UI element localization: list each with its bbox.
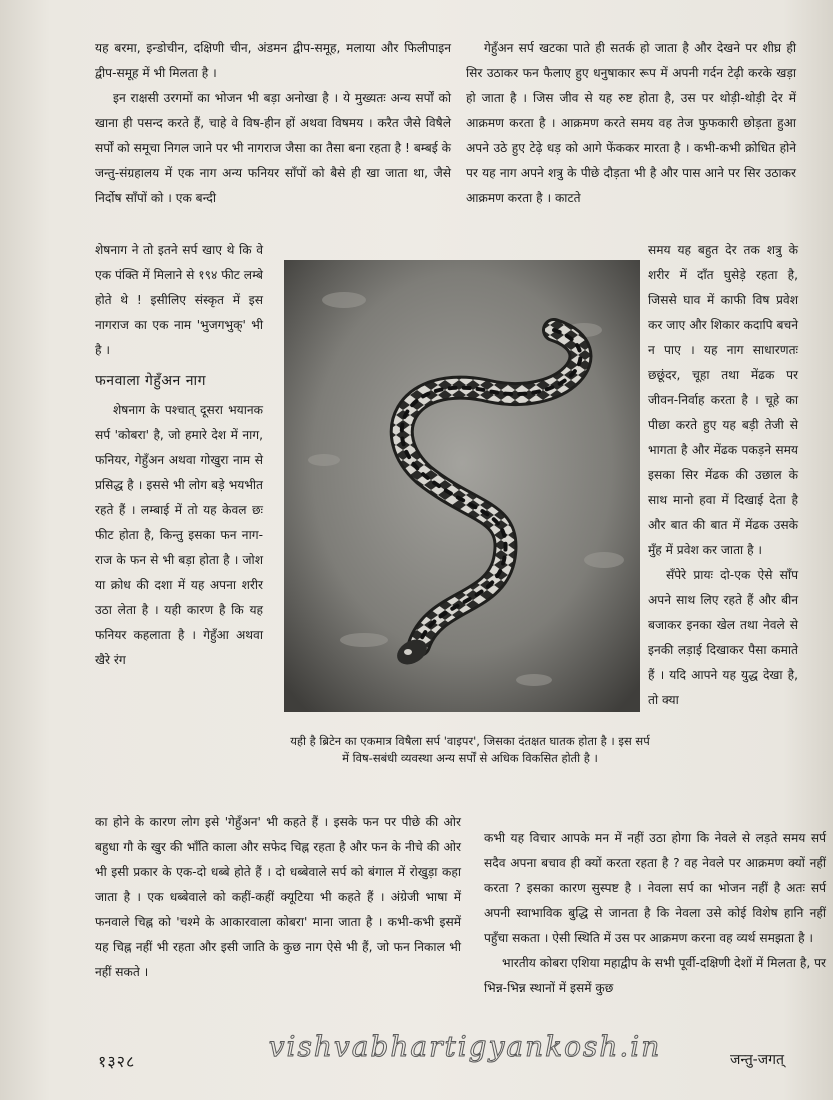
left-column-top [95,36,451,211]
paragraph: गेहुँअन सर्प खटका पाते ही सतर्क हो जाता है और देखने पर शीघ्र ही सिर उठाकर फन फैलाए हुए धनुषाकार रूप में अपनी गर्दन टेढ़ी करके खड़ा हो जाता है । जिस जीव से यह रुष्ट होता है, उस पर थोड़ी-थोड़ी देर में आक्रमण करता है । आक्रमण करते समय वह तेज फुफकारी छोड़ता हुआ अपने उठे हुए टेढ़े धड़ को आगे फेंककर मारता है । कभी-कभी क्रोधित होने पर यह नाग अपने शत्रु के पीछे दौड़ता भी है और पास आने पर सिर उठाकर आक्रमण करता है । काटते [466,41,796,205]
photo-caption: यही है ब्रिटेन का एकमात्र विषैला सर्प 'वाइपर', जिसका दंतक्षत घातक होता है । इस सर्प में विष-सबंधी व्यवस्था अन्य सर्पों से अधिक विकसित होती है । [290,734,650,765]
paragraph: भारतीय कोबरा एशिया महाद्वीप के सभी पूर्वी-दक्षिणी देशों में मिलता है, पर भिन्न-भिन्न स्थानों में इसमें कुछ [484,956,826,995]
page-number: १३२८ [98,1052,136,1071]
watermark: vishvabhartigyankosh.in [268,1030,662,1063]
left-column-middle [95,238,263,673]
right-column-bottom [484,826,826,1001]
snake-illustration [284,260,640,712]
left-column-bottom [95,810,461,985]
right-column-top [466,36,796,211]
paragraph: का होने के कारण लोग इसे 'गेहुँअन' भी कहते हैं । इसके फन पर पीछे की ओर बहुधा गौ के खुर की भाँति काला और सफेद चिह्न रहता है और फन के नीचे की ओर भी इसी प्रकार के एक-दो धब्बे होते हैं । दो धब्बेवाले सर्प को बंगाल में रोखुड़ा कहा जाता है । एक धब्बेवाले को कहीं-कहीं क्यूटिया भी कहते हैं । अंग्रेजी भाषा में फनवाले चिह्न को 'चश्मे के आकारवाला कोबरा' माना जाता है । कभी-कभी इसमें यह चिह्न नहीं भी रहता और इसी जाति के कुछ नाग ऐसे भी हैं, जो फन निकाल भी नहीं सकते । [95,815,461,979]
right-column-middle [648,238,798,713]
section-heading: फनवाला गेहुँअन नाग [95,373,207,389]
paragraph: इन राक्षसी उरगमों का भोजन भी बड़ा अनोखा है । ये मुख्यतः अन्य सर्पों को खाना ही पसन्द करते हैं, चाहे वे विष-हीन हों अथवा विषमय । करैत जैसे विषैले सर्पों को समूचा निगल जाने पर भी नागराज जैसा का तैसा बना रहता है ! बम्बई के जन्तु-संग्रहालय में एक नाग अन्य फनियर साँपों को बैसे ही खा जाता था, जैसे निर्दोष साँपों को । एक बन्दी [95,91,451,205]
paragraph: शेषनाग ने तो इतने सर्प खाए थे कि वे एक पंक्ति में मिलाने से १९४ फीट लम्बे होते थे ! इसीलिए संस्कृत में इस नागराज का एक नाम 'भुजगभुक्' भी है । [95,243,263,357]
running-title: जन्तु-जगत् [730,1052,784,1068]
paragraph: कभी यह विचार आपके मन में नहीं उठा होगा कि नेवले से लड़ते समय सर्प सदैव अपना बचाव ही क्यों करता रहता है ? वह नेवले पर आक्रमण क्यों नहीं करता ? इसका कारण सुस्पष्ट है । नेवला सर्प का भोजन नहीं है अतः सर्प अपनी स्वाभाविक बुद्धि से जानता है कि नेवला उसे कोई विशेष हानि नहीं पहुँचा सकता । ऐसी स्थिति में उस पर आक्रमण करना वह व्यर्थ समझता है । [484,831,826,945]
paragraph: समय यह बहुत देर तक शत्रु के शरीर में दाँत घुसेड़े रहता है, जिससे घाव में काफी विष प्रवेश कर जाए और शिकार कदापि बचने न पाए । यह नाग साधारणतः छछूंदर, चूहा तथा मेंढक पर जीवन-निर्वाह करता है । चूहे का पीछा करते हुए यह बड़ी तेजी से भागता है और मेंढक पकड़ने समय इसका सिर मेंढक की उछाल के साथ मानो हवा में दिखाई देता है और बात की बात में मेंढक उसके मुँह में प्रवेश कर जाता है । [648,243,798,557]
paragraph: शेषनाग के पश्चात् दूसरा भयानक सर्प 'कोबरा' है, जो हमारे देश में नाग, फनियर, गेहुँअन अथवा गोखुरा नाम से प्रसिद्ध है । इससे भी लोग बड़े भयभीत रहते हैं । लम्बाई में तो यह केवल छः फीट होता है, किन्तु इसका फन नाग-राज के फन से भी बड़ा होता है । जोश या क्रोध की दशा में यह अपना शरीर उठा लेता है । यही कारण है कि यह फनियर कहलाता है । गेहुँआ अथवा खैरे रंग [95,403,263,667]
viper-photo [284,260,640,712]
paragraph: यह बरमा, इन्डोचीन, दक्षिणी चीन, अंडमन द्वीप-समूह, मलाया और फिलीपाइन द्वीप-समूह में भी मिलता है । [95,41,451,80]
paragraph: सँपेरे प्रायः दो-एक ऐसे साँप अपने साथ लिए रहते हैं और बीन बजाकर इनका खेल तथा नेवले से इनकी लड़ाई दिखाकर पैसा कमाते हैं । यदि आपने यह युद्ध देखा है, तो क्या [648,568,798,707]
